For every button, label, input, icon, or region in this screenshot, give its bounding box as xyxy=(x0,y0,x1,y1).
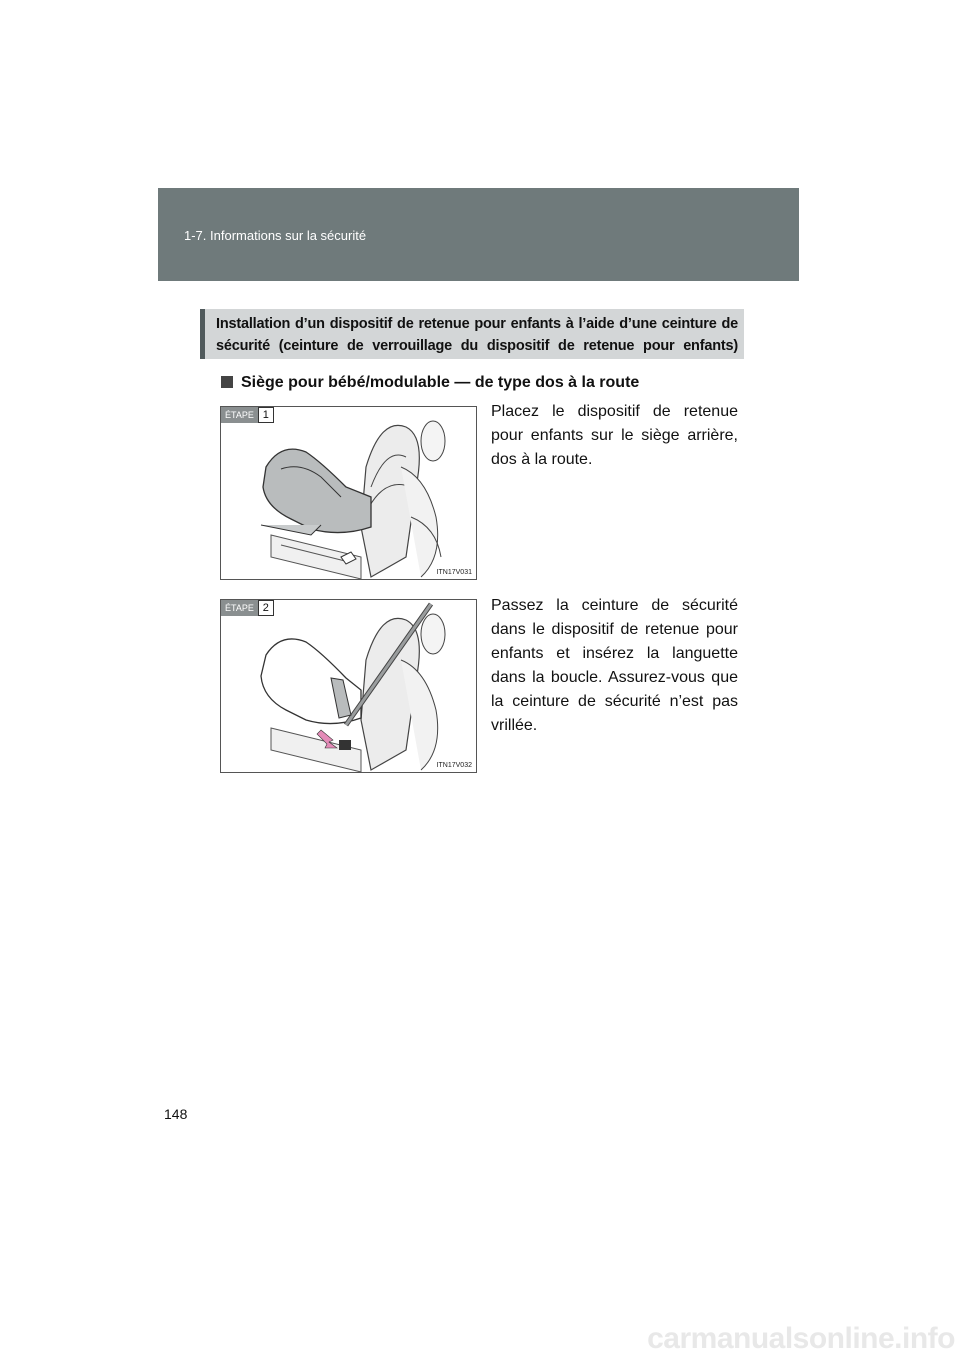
svg-text:carmanualsonline.info: carmanualsonline.info xyxy=(647,1322,955,1355)
step-badge-word: ÉTAPE xyxy=(221,407,258,423)
watermark-logo xyxy=(500,1310,960,1358)
step-badge-word: ÉTAPE xyxy=(221,600,258,616)
section-label: 1-7. Informations sur la sécurité xyxy=(184,228,367,243)
child-seat-illustration-step-1 xyxy=(221,407,476,579)
child-seat-illustration-step-2 xyxy=(221,600,476,772)
step-badge-number: 2 xyxy=(258,600,274,616)
procedure-title-box xyxy=(200,309,744,359)
subheading-text: Siège pour bébé/modulable — de type dos à la route xyxy=(241,374,640,391)
page-number: 148 xyxy=(164,1106,188,1122)
step-2-text: Passez la ceinture de sécurité dans le dispositif de retenue pour enfants et insérez la languette dans la boucle. Assurez-vous que la ceinture de sécurité n’est pas vrillée. xyxy=(491,597,738,734)
procedure-title: Installation d’un dispositif de retenue pour enfants à l’aide d’une ceinture de sécurité (ceinture de verrouillage du dispositif de retenue pour enfants) xyxy=(216,316,738,354)
step-badge-1 xyxy=(221,407,274,423)
step-badge-2 xyxy=(221,600,274,616)
title-accent-bar xyxy=(200,309,205,359)
figure-code: ITN17V032 xyxy=(436,762,472,769)
subheading xyxy=(221,374,639,392)
square-bullet-icon xyxy=(221,376,233,388)
figure-step-2 xyxy=(220,599,477,773)
figure-code: ITN17V031 xyxy=(436,569,472,576)
section-header xyxy=(158,188,799,281)
figure-step-1 xyxy=(220,406,477,580)
step-badge-number: 1 xyxy=(258,407,274,423)
step-1-text: Placez le dispositif de retenue pour enfants sur le siège arrière, dos à la route. xyxy=(491,403,738,468)
